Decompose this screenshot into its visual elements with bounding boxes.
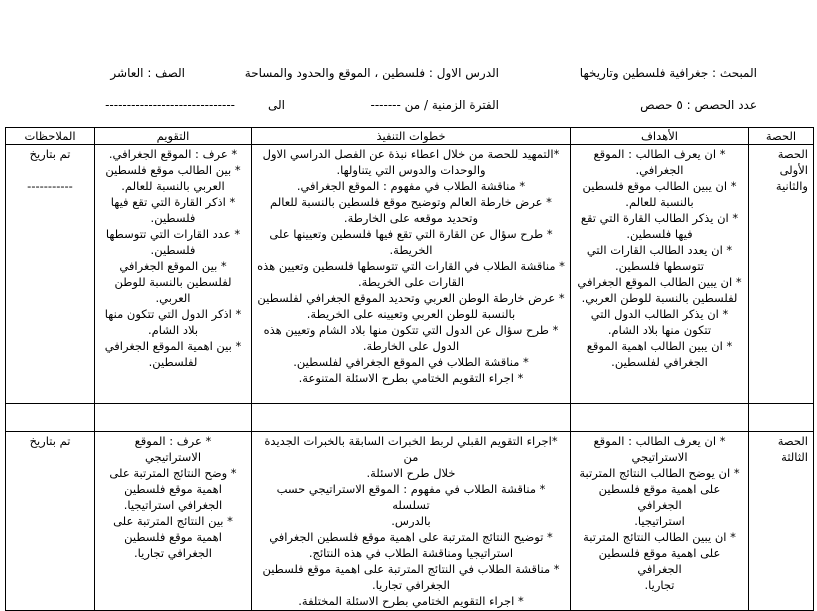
cell-line: العربي بالنسبة للعالم. [121, 179, 225, 193]
cell-line: * بين اهمية الموقع الجغرافي [104, 339, 242, 353]
session-cell [749, 432, 814, 611]
evaluation-cell [95, 432, 252, 611]
cell-line: * مناقشة الطلاب في مفهوم : الموقع الجغرافي. [296, 179, 526, 193]
cell-line: فلسطين. [150, 243, 196, 257]
cell-line: فلسطين. [150, 211, 196, 225]
cell-line: فيها فلسطين. [626, 227, 693, 241]
cell-line: اهمية موقع فلسطين [124, 482, 222, 496]
cell-line: على اهمية موقع فلسطين الجغرافي [598, 482, 721, 512]
cell-line: الثالثة [781, 450, 808, 464]
cell-line: بلاد الشام. [147, 323, 199, 337]
cell-line: ----------- [27, 179, 73, 193]
cell-line: خلال طرح الاسئلة. [366, 466, 456, 480]
cell-line: والوحدات والدوس التي يتناولها. [336, 163, 486, 177]
cell-line: استراتيجيا ومناقشة الطلاب في هذه النتائج. [308, 546, 514, 560]
cell-line: * اذكر الدول التي تتكون منها [104, 307, 242, 321]
cell-line: استراتيجيا. [634, 514, 685, 528]
cell-line: * طرح سؤال عن القارة التي تقع فيها فلسطين وتعيينها على [269, 227, 553, 241]
cell-line: بالدرس. [391, 514, 431, 528]
cell-line: * عرض خارطة العالم وتوضيح موقع فلسطين بالنسبة للعالم [270, 195, 552, 209]
cell-line: * اجراء التقويم الختامي بطرح الاسئلة المتنوعة. [298, 371, 524, 385]
cell-line: * بين الموقع الجغرافي [119, 259, 227, 273]
cell-line: العربي. [155, 291, 191, 305]
cell-line: * مناقشة الطلاب في الموقع الجغرافي لفلسطين. [293, 355, 529, 369]
column-header-session: الحصة [749, 128, 814, 145]
cell-line: الجغرافي لفلسطين. [611, 355, 708, 369]
cell-line: * ان يعدد الطالب القارات التي [586, 243, 733, 257]
cell-line: *اجراء التقويم القبلي لربط الخبرات السابقة بالخبرات الجديدة من [264, 434, 558, 464]
cell-line: * اذكر القارة التي تقع فيها [110, 195, 236, 209]
cell-line: * طرح سؤال عن الدول التي تتكون منها بلاد الشام وتعيين هذه [263, 323, 559, 337]
cell-line [11, 162, 89, 178]
cell-line: * مناقشة الطلاب في النتائج المترتبة على اهمية موقع فلسطين [262, 562, 560, 576]
lesson-title: الدرس الاول : فلسطين ، الموقع والحدود والمساحة [244, 66, 499, 80]
row-separator [6, 404, 814, 432]
cell-line: تتكون منها بلاد الشام. [607, 323, 712, 337]
column-header-evaluation: التقويم [95, 128, 252, 145]
cell-line: الحصة [777, 434, 808, 448]
cell-line: * عرض خارطة الوطن العربي وتحديد الموقع الجغرافي لفلسطين [257, 291, 565, 305]
goals-cell [571, 432, 749, 611]
class-label: الصف : العاشر [110, 66, 185, 80]
cell-line: * بين النتائج المترتبة على [113, 514, 233, 528]
cell-line: * بين الطالب موقع فلسطين [105, 163, 241, 177]
cell-line: * ان يذكر الطالب الدول التي [590, 307, 729, 321]
cell-line: * عدد القارات التي تتوسطها [105, 227, 241, 241]
cell-line: الجغرافي تجاريا. [134, 546, 212, 560]
cell-line: * ان يبين الطالب النتائج المترتبة [583, 530, 736, 544]
session-cell [749, 145, 814, 404]
cell-line: * عرف : الموقع [134, 434, 212, 448]
cell-line: * ان يبين الطالب اهمية الموقع [586, 339, 733, 353]
cell-line: تتوسطها فلسطين. [614, 259, 705, 273]
session-count-label: عدد الحصص : ٥ حصص [640, 98, 757, 112]
cell-line: * مناقشة الطلاب في مفهوم : الموقع الاستراتيجي حسب تسلسله [276, 482, 546, 512]
period-label: الفترة الزمنية / من ------- [370, 98, 499, 112]
cell-line: * عرف : الموقع الجغرافي. [108, 147, 238, 161]
cell-line: * اجراء التقويم الختامي بطرح الاسئلة المختلفة. [298, 594, 524, 608]
period-to-label: الى [268, 98, 285, 112]
cell-line: تم بتاريخ [29, 147, 71, 161]
cell-line: على اهمية موقع فلسطين الجغرافي [598, 546, 721, 576]
cell-line: * ان يعرف الطالب : الموقع [593, 147, 726, 161]
empty-cell [252, 404, 571, 432]
cell-line: * ان يبين الطالب موقع فلسطين [582, 179, 737, 193]
cell-line: * ان يذكر الطالب القارة التي تقع [580, 211, 739, 225]
cell-line: * ان يبين الطالب الموقع الجغرافي [577, 275, 742, 289]
table-row [6, 432, 814, 611]
cell-line: الحصة [777, 147, 808, 161]
cell-line: الدول على الخارطة. [362, 339, 460, 353]
empty-cell [571, 404, 749, 432]
table-header-row [6, 128, 814, 145]
cell-line: الجغرافي. [635, 163, 684, 177]
empty-cell [6, 404, 95, 432]
cell-line: والثانية [775, 179, 808, 193]
cell-line: *التمهيد للحصة من خلال اعطاء نبذة عن الفصل الدراسي الاول [262, 147, 560, 161]
subject-label: المبحث : جغرافية فلسطين وتاريخها [579, 66, 757, 80]
steps-cell [252, 145, 571, 404]
steps-cell [252, 432, 571, 611]
empty-cell [749, 404, 814, 432]
notes-cell [6, 432, 95, 611]
cell-line: الجغرافي استراتيجيا. [123, 498, 223, 512]
cell-line: * ان يعرف الطالب : الموقع [593, 434, 726, 448]
cell-line: بالنسبة للعالم. [625, 195, 694, 209]
cell-line: الخريطة. [389, 243, 433, 257]
period-to-blank: ------------------------------ [105, 98, 235, 112]
cell-line: بالنسبة للوطن العربي وتعيينه على الخريطة. [306, 307, 516, 321]
cell-line: الاستراتيجي [144, 450, 202, 464]
cell-line: * مناقشة الطلاب في القارات التي تتوسطها فلسطين وتعيين هذه [257, 259, 565, 273]
cell-line: لفلسطين بالنسبة للوطن [114, 275, 232, 289]
goals-cell [571, 145, 749, 404]
column-header-goals: الأهداف [571, 128, 749, 145]
table-row [6, 145, 814, 404]
cell-line: تم بتاريخ [29, 434, 71, 448]
cell-line: * توضيح النتائج المترتبة على اهمية موقع فلسطين الجغرافي [269, 530, 553, 544]
cell-line: لفلسطين بالنسبة للوطن العربي. [581, 291, 738, 305]
column-header-steps: خطوات التنفيذ [252, 128, 571, 145]
cell-line: الاستراتيجي [631, 450, 688, 464]
notes-cell [6, 145, 95, 404]
empty-cell [95, 404, 252, 432]
cell-line: اهمية موقع فلسطين [124, 530, 222, 544]
column-header-notes: الملاحظات [6, 128, 95, 145]
evaluation-cell [95, 145, 252, 404]
cell-line: * ان يوضح الطالب النتائج المترتبة [579, 466, 740, 480]
cell-line: الأولى [779, 163, 808, 177]
lesson-plan-table [5, 127, 814, 611]
cell-line: الجغرافي تجاريا. [372, 578, 450, 592]
cell-line: لفلسطين. [148, 355, 198, 369]
cell-line: وتحديد موقعه على الخارطة. [343, 211, 479, 225]
cell-line: * وضح النتائج المترتبة على [109, 466, 237, 480]
cell-line: القارات على الخريطة. [357, 275, 465, 289]
cell-line: تجاريا. [644, 578, 675, 592]
